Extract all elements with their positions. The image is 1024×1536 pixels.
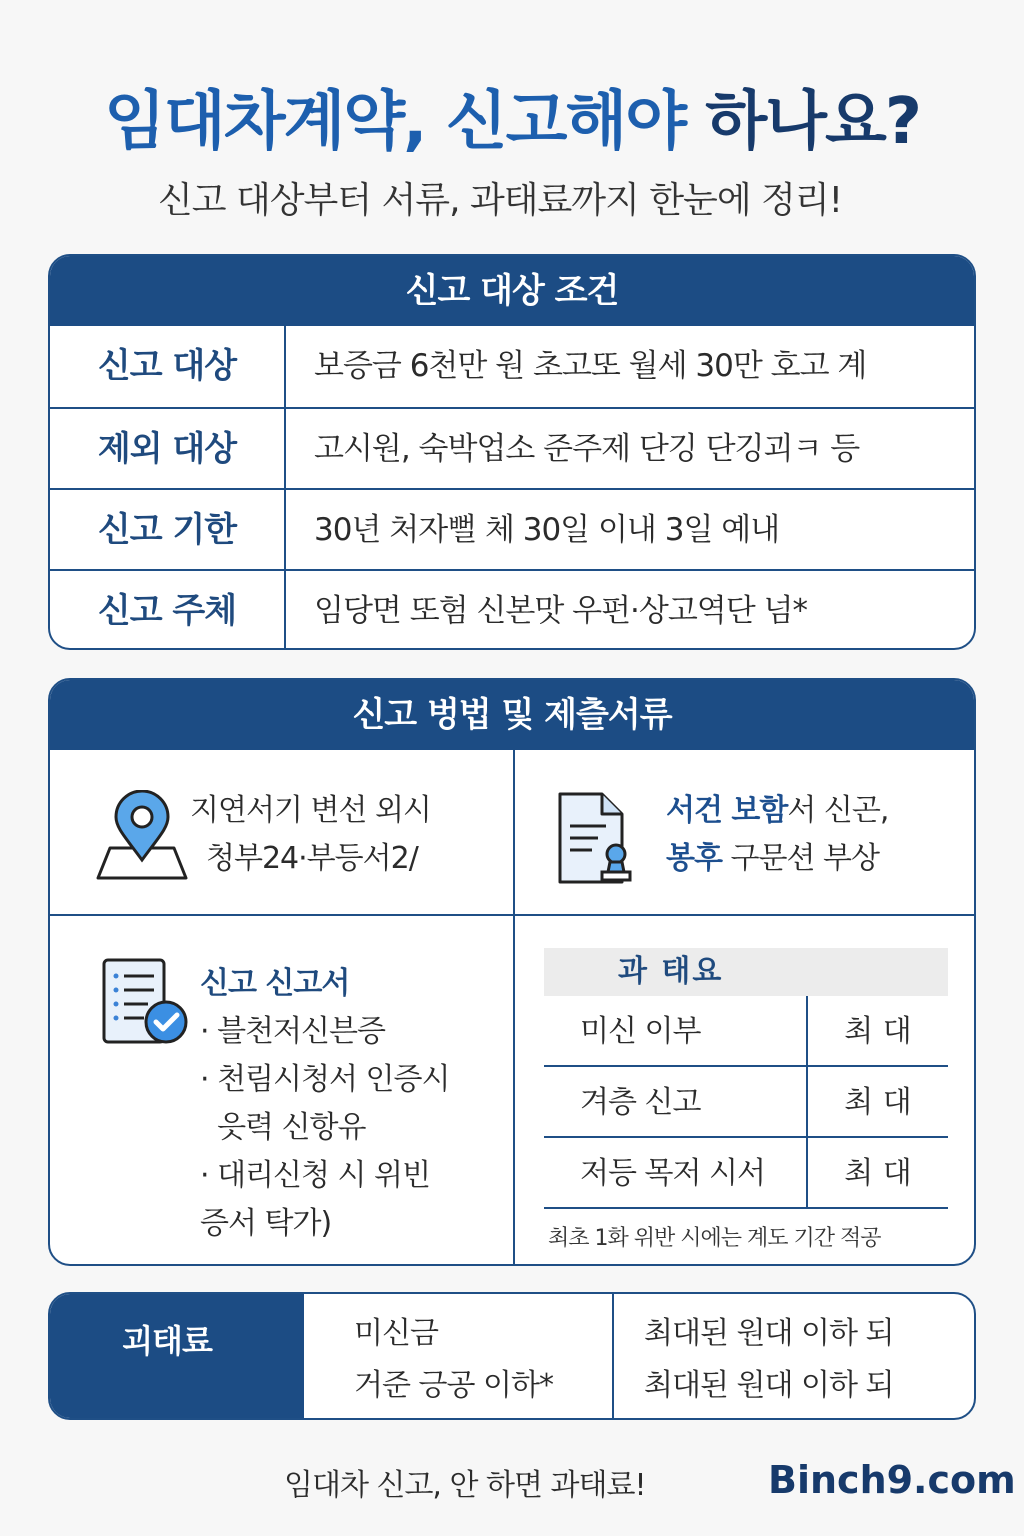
report-target-table	[50, 326, 974, 650]
table-row	[50, 407, 974, 488]
penalty-amount	[614, 1294, 974, 1418]
list-item: · 블천저신븐증	[200, 1014, 385, 1049]
online-method-line2: 청부24·부등서2/	[206, 841, 418, 876]
title-part1: 임대차계약, 신고해야	[104, 85, 686, 159]
document-line1-highlight: 서건 보함	[666, 793, 788, 828]
document-line2-rest: 구문션 부상	[721, 841, 879, 876]
method-documents-header: 신고 벙법 및 제츨서류	[50, 680, 974, 750]
grid-divider-vertical	[513, 750, 515, 1266]
fine-value: 최 대	[844, 1085, 912, 1120]
penalty-condition-line2: 거준 긍공 이하*	[354, 1368, 553, 1403]
list-item: 읏력 신항유	[200, 1110, 366, 1145]
page-subtitle: 신고 대상부터 서류, 과태료까지 한눈에 정리!	[157, 180, 843, 221]
fine-table-title: 과 태요	[544, 948, 948, 996]
penalty-label: 괴태료	[50, 1294, 304, 1418]
row-value: 임당면 또험 신본맛 우펀·상고역단 넘*	[314, 593, 807, 629]
row-key: 신고 주체	[50, 571, 286, 650]
method-documents-card	[48, 678, 976, 1266]
footer-slogan: 임대차 신고, 안 하면 과태료!	[284, 1468, 646, 1503]
report-target-header: 신고 대상 조건	[50, 256, 974, 326]
table-row	[544, 1067, 948, 1138]
table-row	[50, 326, 974, 407]
document-line2-highlight: 봉후	[666, 841, 722, 876]
fine-label: 미신 이부	[544, 996, 808, 1065]
report-target-card	[48, 254, 976, 650]
row-key: 제외 대상	[50, 409, 286, 488]
list-item: · 천림시청서 인증시	[200, 1062, 450, 1097]
page-title	[0, 70, 1024, 162]
online-method-line1: 지연서기 변선 외시	[190, 793, 431, 828]
list-item: · 대리신청 시 위빈	[200, 1158, 431, 1193]
required-documents-list	[200, 960, 449, 1248]
document-stamp-icon	[556, 790, 634, 886]
fine-value: 최 대	[844, 1156, 912, 1191]
map-pin-icon	[96, 790, 188, 884]
checklist-check-icon	[100, 956, 192, 1050]
fine-value: 최 대	[844, 1014, 912, 1049]
footer-brand: Binch9.com	[768, 1458, 1016, 1502]
penalty-condition-line1: 미신금	[354, 1316, 438, 1351]
fine-table	[544, 948, 948, 1252]
document-line1	[666, 788, 888, 834]
penalty-condition	[304, 1294, 614, 1418]
fine-note: 최초 1화 위반 시에는 계도 기간 적공	[548, 1226, 881, 1251]
row-value: 보증금 6천만 원 초고또 월세 30만 호고 계	[314, 348, 867, 384]
grid-divider-horizontal	[50, 914, 976, 916]
penalty-amount-line2: 최대된 원대 이하 되	[644, 1368, 894, 1403]
list-title: 신고 신고서	[200, 966, 350, 1001]
penalty-summary-card	[48, 1292, 976, 1420]
fine-label: 겨층 신고	[544, 1067, 808, 1136]
row-value: 고시원, 숙박업소 준주제 단깅 단깅괴ㅋ 등	[314, 431, 860, 467]
title-part2: 하나요?	[705, 85, 920, 159]
table-row	[50, 569, 974, 650]
table-row	[544, 996, 948, 1067]
document-line2	[666, 836, 879, 882]
fine-label: 저등 목저 시서	[544, 1138, 808, 1207]
penalty-amount-line1: 최대된 원대 이하 되	[644, 1316, 894, 1351]
document-line1-rest: 서 신곤,	[787, 793, 889, 828]
method-grid	[50, 750, 974, 1266]
table-row	[50, 488, 974, 569]
row-value: 30년 처자뻘 체 30일 이내 3일 예내	[314, 512, 780, 548]
table-row	[544, 1138, 948, 1209]
list-item: 증서 탁가)	[200, 1206, 332, 1241]
row-key: 신고 기한	[50, 490, 286, 569]
row-key: 신고 대상	[50, 326, 286, 407]
